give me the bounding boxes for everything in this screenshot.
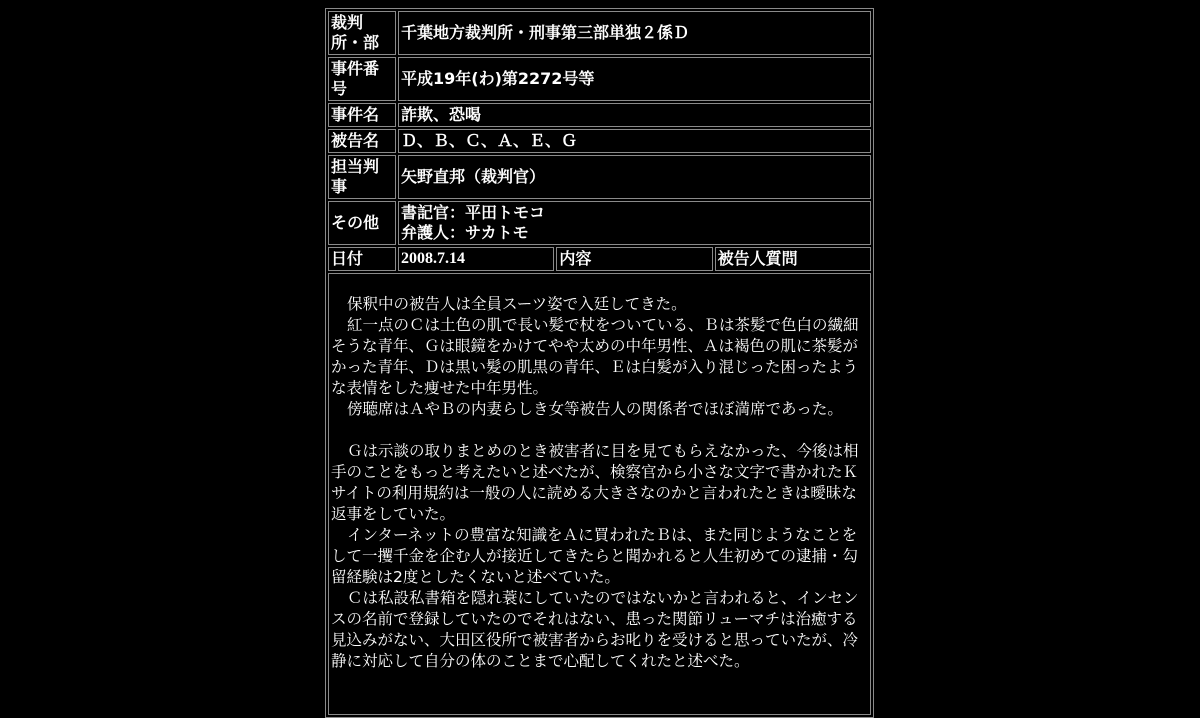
- paragraph: [331, 399, 868, 420]
- other-row: [328, 201, 871, 245]
- defendants-label: 被告名: [328, 129, 396, 153]
- lawyer-line: 弁護人：サカトモ: [401, 223, 529, 242]
- clerk-line: 書記官：平田トモコ: [401, 203, 546, 222]
- defendants-value: Ｄ、Ｂ、Ｃ、Ａ、Ｅ、Ｇ: [398, 129, 871, 153]
- case-number-row: [328, 57, 871, 101]
- court-label: 裁判所・部: [328, 11, 396, 55]
- other-value: [398, 201, 871, 245]
- paragraph-text: Ｃは私設私書箱を隠れ蓑にしていたのではないかと言われると、インセンスの名前で登録していたのでそれはない、患った関節リューマチは治癒する見込みがない、大田区役所で被害者からお叱りを受けると思っていたが、冷静に対応して自分の体のことまで心配してくれたと述べた。: [331, 589, 859, 670]
- date-value: 2008.7.14: [398, 247, 554, 271]
- case-info-table: [325, 8, 874, 718]
- case-number-label: 事件番号: [328, 57, 396, 101]
- paragraph: [331, 588, 868, 672]
- paragraph-text: 傍聴席はＡやＢの内妻らしき女等被告人の関係者でほぼ満席であった。: [347, 400, 843, 418]
- content-value: 被告人質問: [715, 247, 871, 271]
- paragraph-text: 紅一点のＣは土色の肌で長い髪で杖をついている、Ｂは茶髪で色白の繊細そうな青年、Ｇは眼鏡をかけてやや太めの中年男性、Ａは褐色の肌に茶髪がかった青年、Ｄは黒い髪の肌黒の青年、Ｅは白髪が入り混じった困ったような表情をした痩せた中年男性。: [331, 316, 859, 397]
- case-name-label: 事件名: [328, 103, 396, 127]
- case-name-value: 詐欺、恐喝: [398, 103, 871, 127]
- other-label: その他: [328, 201, 396, 245]
- case-record: [325, 8, 874, 718]
- paragraph: 保釈中の被告人は全員スーツ姿で入廷してきた。: [347, 295, 687, 313]
- content-label: 内容: [556, 247, 712, 271]
- case-name-row: [328, 103, 871, 127]
- defendants-row: [328, 129, 871, 153]
- court-value: 千葉地方裁判所・刑事第三部単独２係Ｄ: [398, 11, 871, 55]
- paragraph: [331, 525, 868, 588]
- case-number-value: 平成19年(わ)第2272号等: [398, 57, 871, 101]
- body-row: [328, 273, 871, 715]
- court-row: [328, 11, 871, 55]
- paragraph-text: Ｇは示談の取りまとめのとき被害者に目を見てもらえなかった、今後は相手のことをもっと考えたいと述べたが、検察官から小さな文字で書かれたＫサイトの利用規約は一般の人に読める大きさなのかと言われたときは曖昧な返事をしていた。: [331, 442, 859, 523]
- judge-row: [328, 155, 871, 199]
- trial-report-body: [328, 273, 871, 715]
- paragraph-text: インターネットの豊富な知識をＡに買われたＢは、また同じようなことをして一攫千金を企む人が接近してきたらと聞かれると人生初めての逮捕・勾留経験は2度としたくないと述べていた。: [331, 526, 859, 586]
- judge-label: 担当判事: [328, 155, 396, 199]
- date-label: 日付: [328, 247, 396, 271]
- date-row: [328, 247, 871, 271]
- paragraph: [331, 315, 868, 399]
- judge-value: 矢野直邦（裁判官）: [398, 155, 871, 199]
- paragraph: [331, 441, 868, 525]
